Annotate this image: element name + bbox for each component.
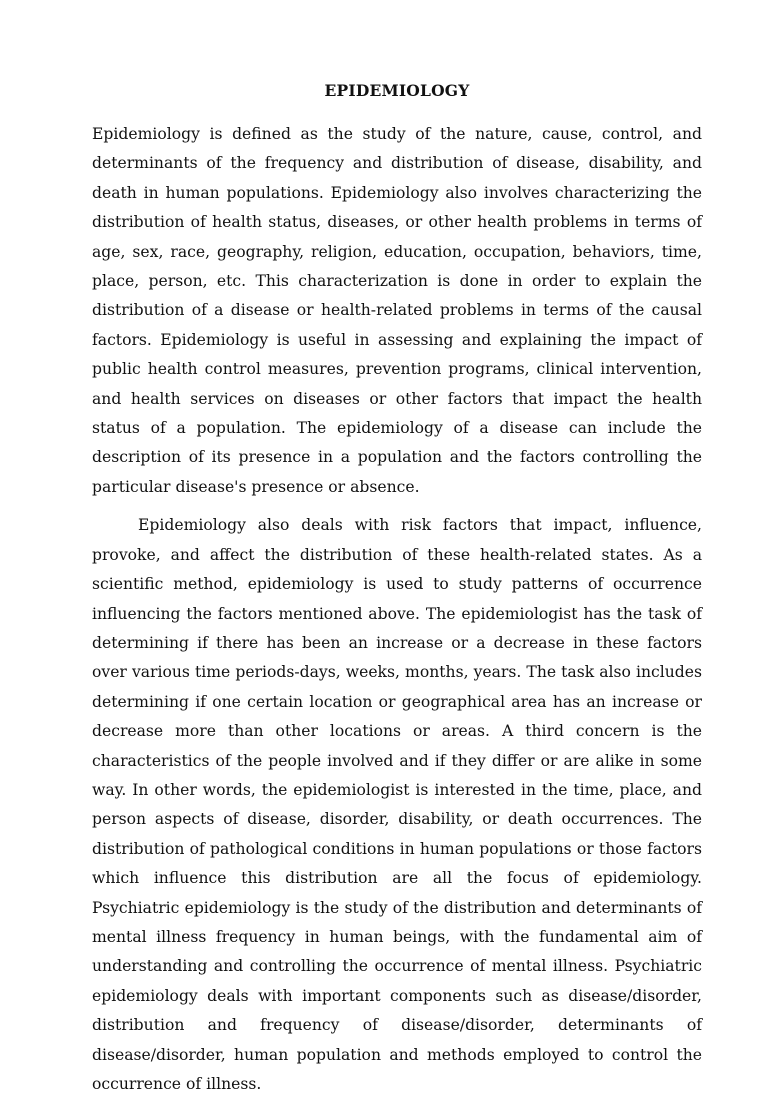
document-title: EPIDEMIOLOGY	[324, 81, 470, 100]
paragraph-2: Epidemiology also deals with risk factors that impact, influence, provoke, and affect the distribution of these health-related states. As a scientific method, epidemiology is used to study patterns of occurrence influencing the factors mentioned above. The epidemiologist has the task of determining if there has been an increase or a decrease in these factors over various time periods-days, weeks, months, years. The task also includes determining if one certain location or geographical area has an increase or decrease more than other locations or areas. A third concern is the characteristics of the people involved and if they differ or are alike in some way. In other words, the epidemiologist is interested in the time, place, and person aspects of disease, disorder, disability, or death occurrences. The distribution of pathological conditions in human populations or those factors which influence this distribution are all the focus of epidemiology. Psychiatric epidemiology is the study of the distribution and determinants of mental illness frequency in human beings, with the fundamental aim of understanding and controlling the occurrence of mental illness. Psychiatric epidemiology deals with important components such as disease/disorder, distribution and frequency of disease/disorder, determinants of disease/disorder, human population and methods employed to control the occurrence of illness.	[92, 516, 702, 1093]
paragraph-1: Epidemiology is defined as the study of the nature, cause, control, and determinants of the frequency and distribution of disease, disability, and death in human populations. Epidemiology also involves characterizing the distribution of health status, diseases, or other health problems in terms of age, sex, race, geography, religion, education, occupation, behaviors, time, place, person, etc. This characterization is done in order to explain the distribution of a disease or health-related problems in terms of the causal factors. Epidemiology is useful in assessing and explaining the impact of public health control measures, prevention programs, clinical intervention, and health services on diseases or other factors that impact the health status of a population. The epidemiology of a disease can include the description of its presence in a population and the factors controlling the particular disease's presence or absence.	[92, 125, 702, 496]
